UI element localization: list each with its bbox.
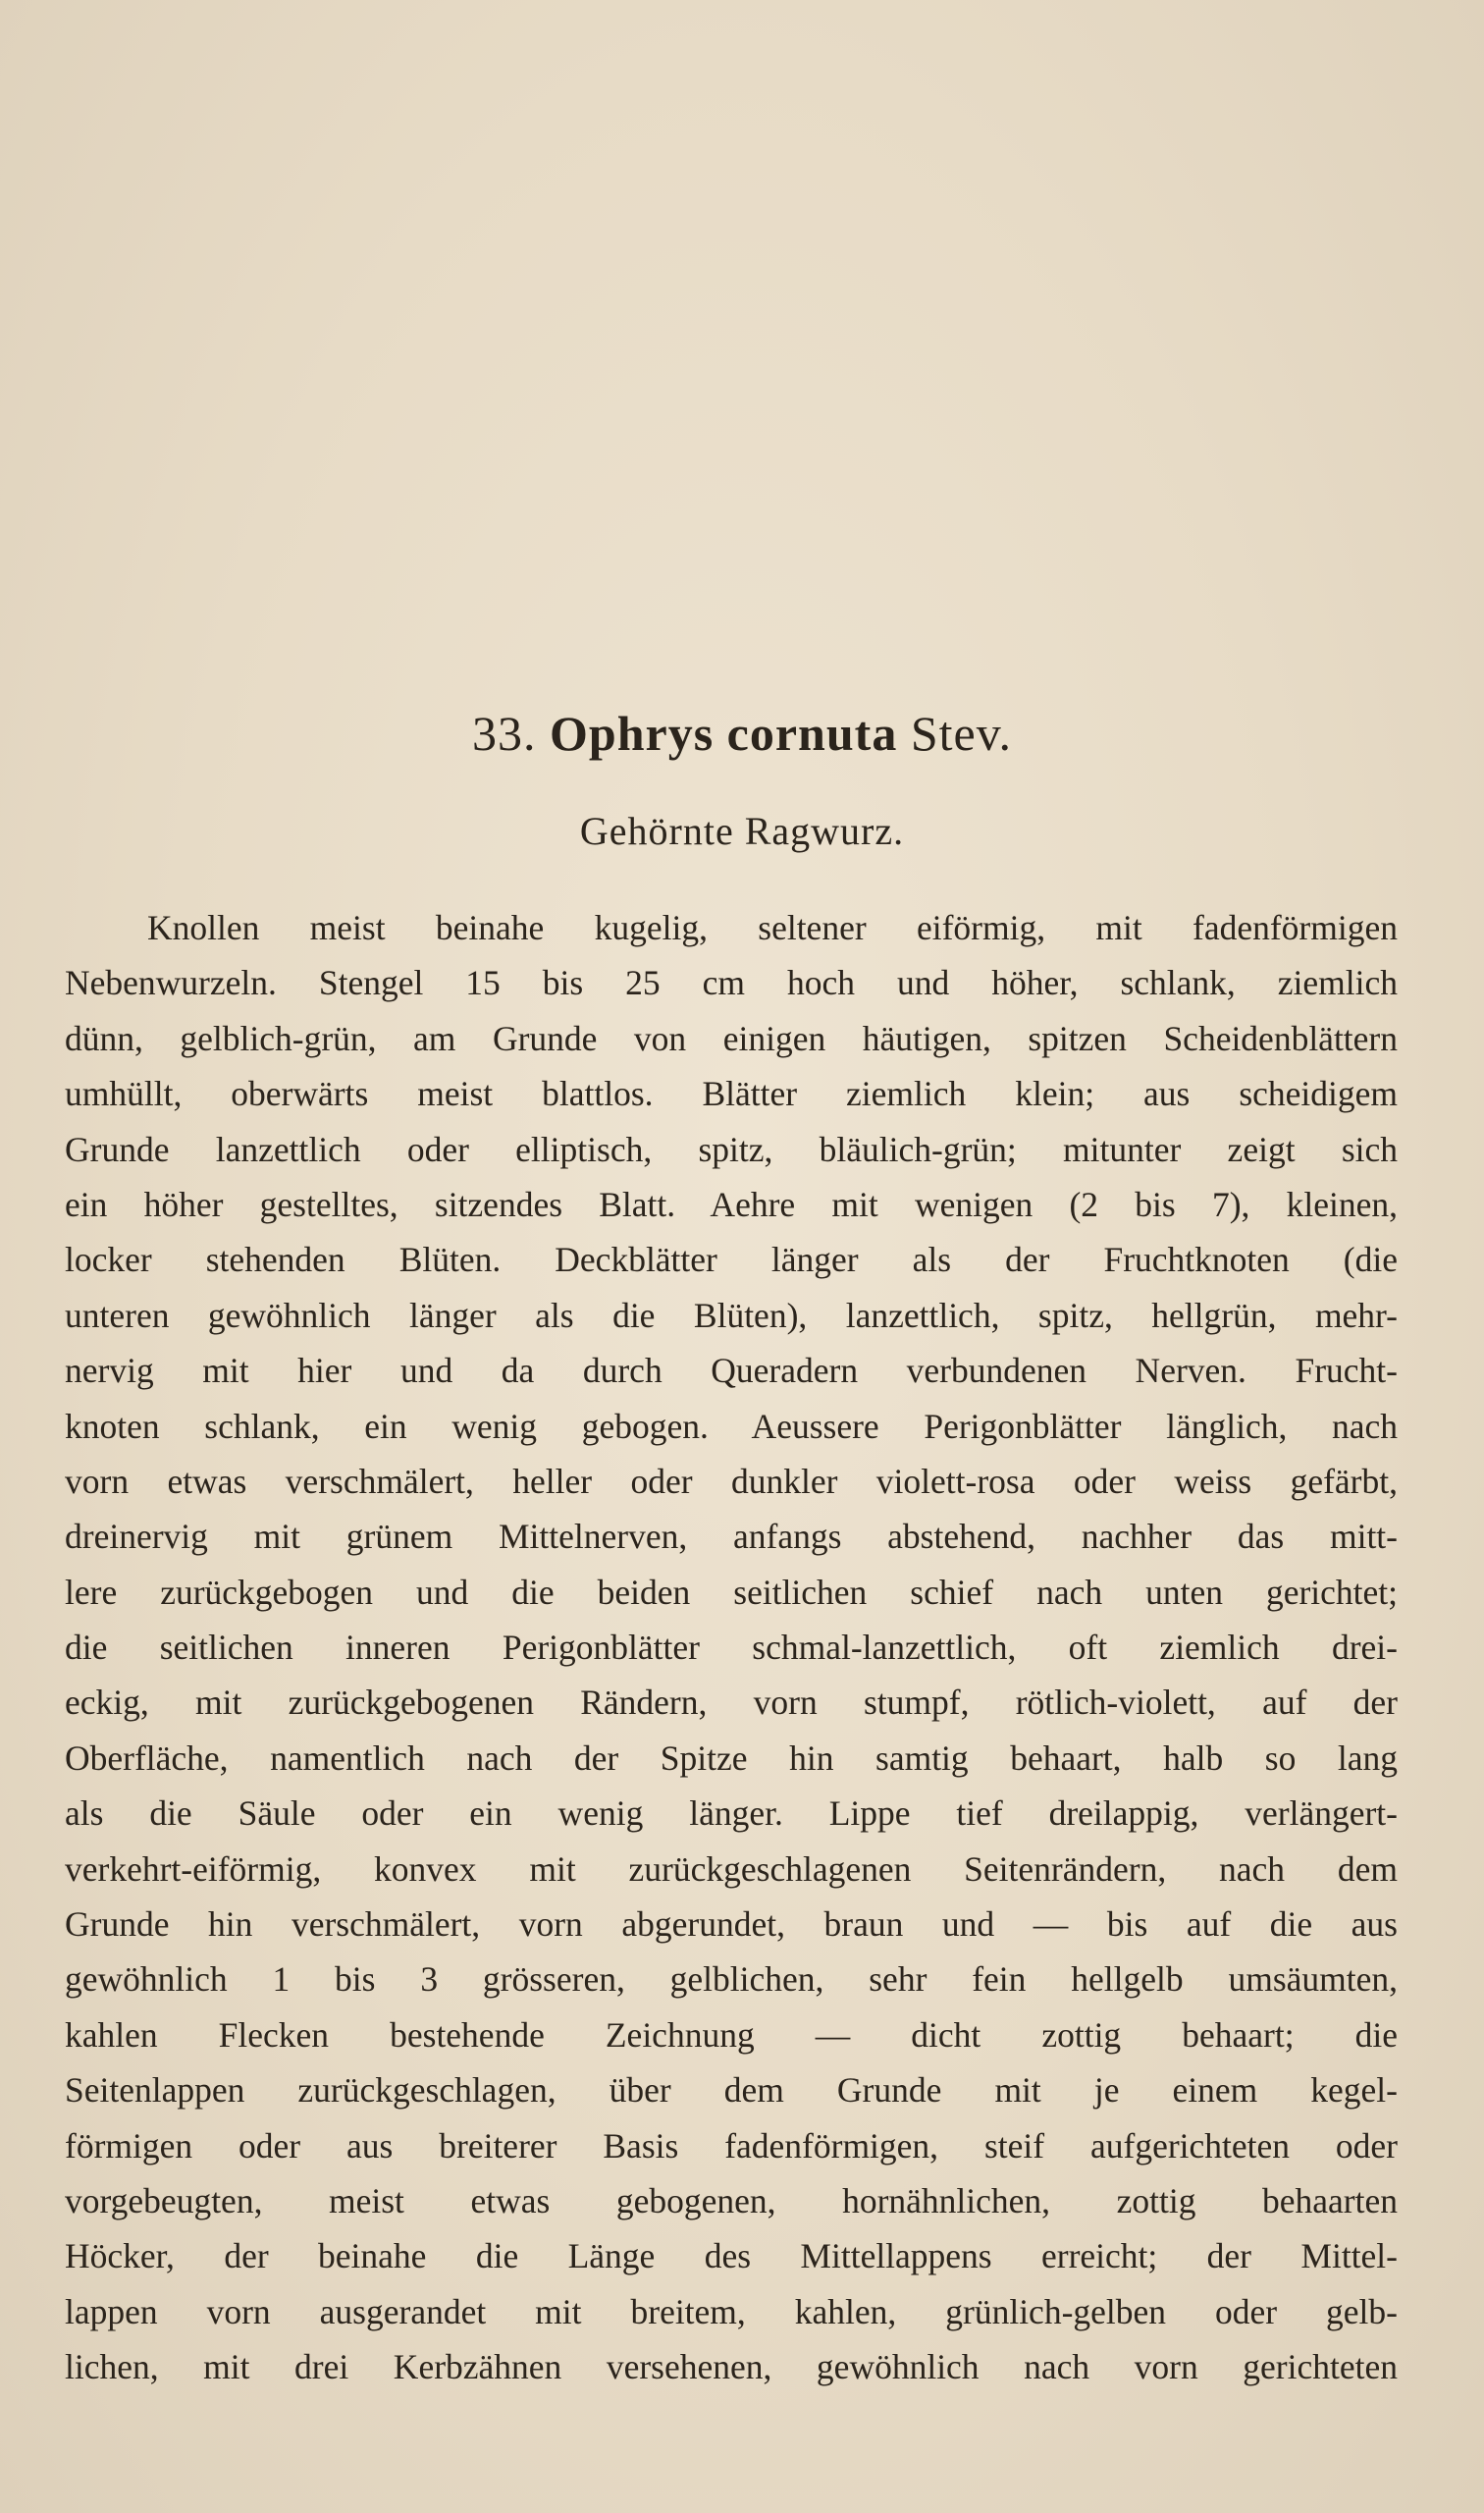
text-line: die seitlichen inneren Perigonblätter schmal-lanzettlich, oft ziemlich drei- xyxy=(65,1628,1398,1668)
text-line: förmigen oder aus breiterer Basis fadenförmigen, steif aufgerichteten oder xyxy=(65,2125,1398,2165)
common-name: Gehörnte Ragwurz. xyxy=(579,809,905,853)
text-line: verkehrt-eiförmig, konvex mit zurückgeschlagenen Seitenrändern, nach dem xyxy=(65,1848,1398,1889)
text-line: lichen, mit drei Kerbzähnen versehenen, gewöhnlich nach vorn gerichteten xyxy=(65,2347,1398,2387)
text-line: gewöhnlich 1 bis 3 grösseren, gelblichen, sehr fein hellgelb umsäumten, xyxy=(65,1959,1398,2000)
text-line: Grunde hin verschmälert, vorn abgerundet, braun und — bis auf die aus xyxy=(65,1904,1398,1945)
text-line: Knollen meist beinahe kugelig, seltener eiförmig, mit fadenförmigen xyxy=(147,908,1398,947)
text-line: umhüllt, oberwärts meist blattlos. Blätter ziemlich klein; aus scheidigem xyxy=(65,1074,1398,1114)
description-paragraph xyxy=(65,900,1398,2395)
species-number: 33. xyxy=(472,706,537,761)
text-line: kahlen Flecken bestehende Zeichnung — dicht zottig behaart; die xyxy=(65,2014,1398,2055)
text-line: dreinervig mit grünem Mittelnerven, anfangs abstehend, nachher das mitt- xyxy=(65,1517,1398,1557)
text-line: Nebenwurzeln. Stengel 15 bis 25 cm hoch und höher, schlank, ziemlich xyxy=(65,963,1398,1003)
text-line: knoten schlank, ein wenig gebogen. Aeussere Perigonblätter länglich, nach xyxy=(65,1406,1398,1446)
text-line: nervig mit hier und da durch Queradern verbundenen Nerven. Frucht- xyxy=(65,1351,1398,1391)
species-name: Ophrys cornuta xyxy=(550,706,898,761)
text-line: Oberfläche, namentlich nach der Spitze hin samtig behaart, halb so lang xyxy=(65,1738,1398,1778)
text-line: lere zurückgebogen und die beiden seitlichen schief nach unten gerichtet; xyxy=(65,1572,1398,1612)
text-line: eckig, mit zurückgebogenen Rändern, vorn stumpf, rötlich-violett, auf der xyxy=(65,1683,1398,1723)
text-line: vorn etwas verschmälert, heller oder dunkler violett-rosa oder weiss gefärbt, xyxy=(65,1461,1398,1501)
text-line: vorgebeugten, meist etwas gebogenen, hornähnlichen, zottig behaarten xyxy=(65,2180,1398,2220)
species-author: Stev. xyxy=(910,706,1012,761)
text-line: Höcker, der beinahe die Länge des Mittellappens erreicht; der Mittel- xyxy=(65,2236,1398,2276)
species-heading xyxy=(0,699,1484,768)
text-line: Grunde lanzettlich oder elliptisch, spitz, bläulich-grün; mitunter zeigt sich xyxy=(65,1129,1398,1169)
text-line: locker stehenden Blüten. Deckblätter länger als der Fruchtknoten (die xyxy=(65,1240,1398,1280)
text-line: ein höher gestelltes, sitzendes Blatt. Aehre mit wenigen (2 bis 7), kleinen, xyxy=(65,1184,1398,1224)
text-line: dünn, gelblich-grün, am Grunde von einigen häutigen, spitzen Scheidenblättern xyxy=(65,1018,1398,1058)
text-line: als die Säule oder ein wenig länger. Lippe tief dreilappig, verlängert- xyxy=(65,1793,1398,1834)
text-line: lappen vorn ausgerandet mit breitem, kahlen, grünlich-gelben oder gelb- xyxy=(65,2291,1398,2331)
text-line: Seitenlappen zurückgeschlagen, über dem Grunde mit je einem kegel- xyxy=(65,2070,1398,2111)
text-line: unteren gewöhnlich länger als die Blüten), lanzettlich, spitz, hellgrün, mehr- xyxy=(65,1295,1398,1335)
